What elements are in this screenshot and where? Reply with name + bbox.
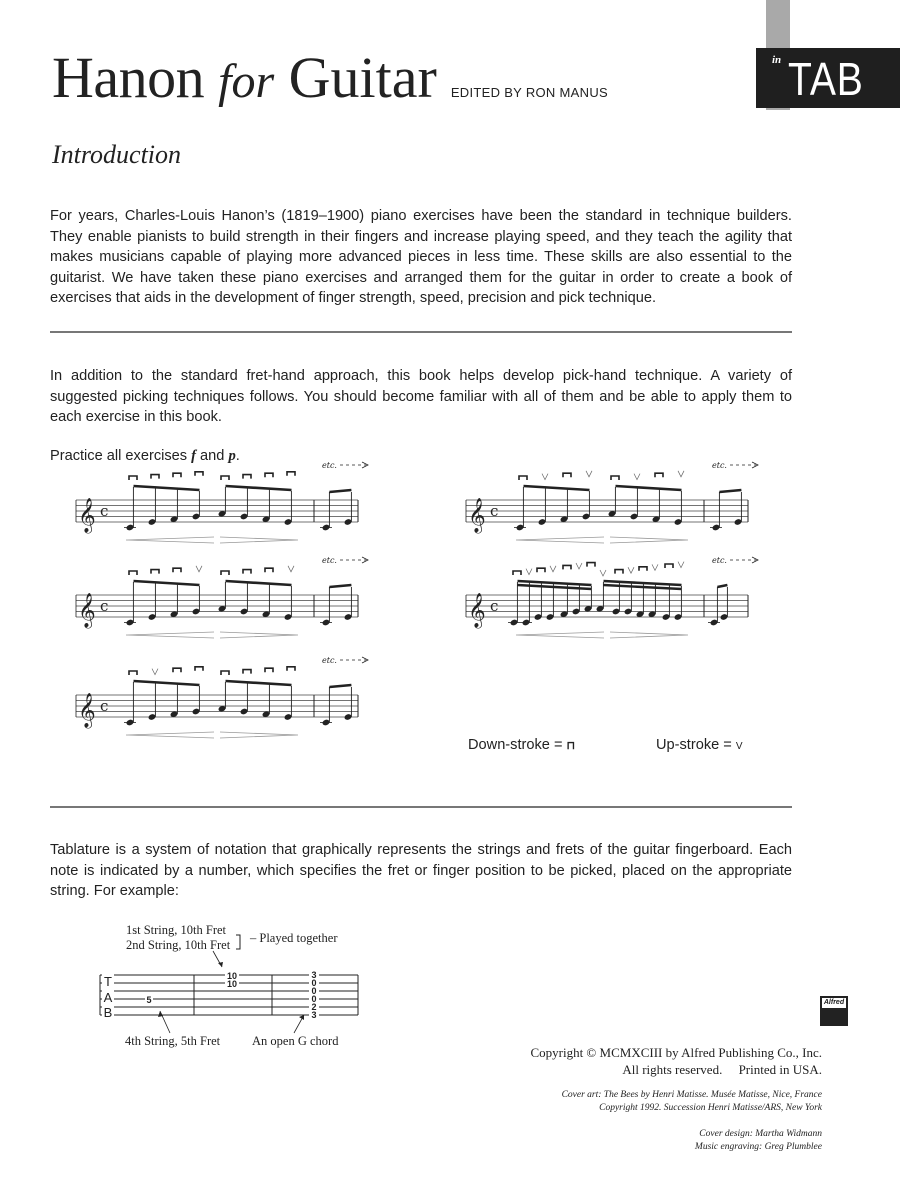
open-g-fret: 0 bbox=[311, 994, 317, 1004]
page-title bbox=[52, 44, 608, 111]
down-stroke-icon bbox=[287, 667, 295, 671]
down-stroke-icon bbox=[221, 571, 229, 575]
annotation-1st-string: 1st String, 10th Fret bbox=[126, 923, 227, 937]
practice-prefix: Practice all exercises bbox=[50, 448, 192, 464]
decrescendo-hairpin bbox=[610, 632, 688, 638]
down-stroke-icon bbox=[129, 671, 137, 675]
up-stroke-icon bbox=[196, 566, 202, 572]
legend-up-label: Up-stroke = bbox=[656, 737, 736, 753]
paragraph-line: For years, Charles-Louis Hanon’s (1819–1900) piano exercises have been the standard in technique builders. bbox=[50, 208, 792, 224]
up-stroke-icon bbox=[678, 562, 684, 568]
beam bbox=[329, 490, 351, 492]
paragraph-line: guitarist. We have taken these piano exercises and arranged them for the guitar in order to create a book of bbox=[50, 269, 792, 286]
up-stroke-icon bbox=[288, 566, 294, 572]
open-g-fret: 3 bbox=[311, 1010, 317, 1020]
crescendo-hairpin bbox=[516, 537, 604, 543]
up-stroke-icon bbox=[152, 669, 158, 675]
annotation-played-together: – Played together bbox=[250, 931, 338, 945]
beam bbox=[717, 585, 727, 587]
crescendo-hairpin bbox=[126, 537, 214, 543]
crescendo-hairpin bbox=[126, 632, 214, 638]
beam bbox=[616, 486, 682, 490]
up-stroke-icon bbox=[600, 570, 606, 576]
picking-example bbox=[76, 556, 368, 638]
paragraph-line: suggested picking techniques follows. You should become familiar with all of them and be able to apply them to bbox=[50, 388, 792, 405]
down-stroke-icon bbox=[287, 472, 295, 476]
paragraph-line: In addition to the standard fret-hand approach, this book helps develop pick-hand technique. A variety of bbox=[50, 368, 792, 384]
down-stroke-icon bbox=[665, 564, 673, 568]
crescendo-hairpin bbox=[516, 632, 604, 638]
open-g-chord bbox=[311, 970, 316, 1020]
tab-fret-5: 5 bbox=[146, 995, 152, 1005]
common-time-icon: c bbox=[100, 597, 109, 615]
etc-label: etc. bbox=[712, 461, 727, 470]
treble-clef-icon: 𝄞 bbox=[468, 593, 486, 628]
title-hanon: Hanon bbox=[52, 45, 219, 110]
practice-and: and bbox=[196, 448, 229, 464]
down-stroke-icon bbox=[173, 473, 181, 477]
dynamic-piano: p bbox=[228, 448, 236, 464]
paragraph-line: string. For example: bbox=[50, 883, 179, 899]
rights-line: All rights reserved. Printed in USA. bbox=[622, 1062, 822, 1077]
beam bbox=[329, 585, 351, 587]
beam bbox=[226, 486, 292, 490]
tab-letter-b: B bbox=[103, 1005, 113, 1020]
down-stroke-icon bbox=[173, 568, 181, 572]
beam bbox=[134, 581, 200, 585]
tab-fret-10-string2: 10 bbox=[226, 979, 238, 989]
dynamic-forte: f bbox=[191, 448, 196, 464]
common-time-icon: c bbox=[490, 597, 499, 615]
beam bbox=[134, 486, 200, 490]
down-stroke-icon bbox=[195, 667, 203, 671]
paragraph-line: note is indicated by a number, which specifies the fret or finger position to be picked, placed on the appropriate bbox=[50, 862, 792, 879]
down-stroke-icon bbox=[265, 473, 273, 477]
down-stroke-icon bbox=[615, 570, 623, 574]
down-stroke-icon bbox=[265, 568, 273, 572]
arrowhead bbox=[158, 1011, 163, 1017]
tab-fret-10-string1: 10 bbox=[226, 971, 238, 981]
alfred-logo-text: Alfred bbox=[823, 999, 845, 1006]
design-credit bbox=[695, 1128, 822, 1153]
practice-instruction bbox=[50, 448, 240, 465]
beam bbox=[524, 486, 590, 490]
up-stroke-icon bbox=[542, 474, 548, 480]
etc-label: etc. bbox=[712, 556, 727, 565]
up-stroke-icon bbox=[586, 471, 592, 477]
down-stroke-icon bbox=[563, 565, 571, 569]
legend-down-label: Down-stroke = bbox=[468, 737, 567, 753]
open-g-fret: 0 bbox=[311, 978, 317, 988]
picking-paragraph bbox=[50, 366, 792, 428]
down-stroke-icon bbox=[519, 476, 527, 480]
legend-up-stroke bbox=[656, 737, 743, 753]
annotation-4th-string: 4th String, 5th Fret bbox=[125, 1034, 221, 1048]
picking-example bbox=[76, 461, 368, 543]
up-stroke-icon bbox=[652, 564, 658, 570]
etc-label: etc. bbox=[322, 556, 337, 565]
crescendo-hairpin bbox=[126, 732, 214, 738]
cover-design-line: Cover design: Martha Widmann bbox=[699, 1129, 822, 1139]
down-stroke-icon bbox=[513, 571, 521, 575]
divider bbox=[50, 331, 792, 333]
tablature-paragraph bbox=[50, 840, 792, 902]
up-stroke-icon bbox=[526, 569, 532, 575]
cover-art-credit bbox=[562, 1089, 822, 1114]
treble-clef-icon: 𝄞 bbox=[78, 593, 96, 628]
down-stroke-icon bbox=[639, 567, 647, 571]
beam bbox=[329, 685, 351, 687]
tab-badge-label: TAB bbox=[788, 53, 864, 105]
edited-by: EDITED BY RON MANUS bbox=[450, 85, 608, 100]
decrescendo-hairpin bbox=[220, 537, 298, 543]
paragraph-line: makes musicians capable of playing more advanced pieces in less time. These skills are also essential to the bbox=[50, 249, 792, 265]
down-stroke-icon bbox=[243, 670, 251, 674]
up-stroke-icon bbox=[678, 471, 684, 477]
intro-paragraph bbox=[50, 206, 792, 309]
beam bbox=[226, 681, 292, 685]
open-g-fret: 3 bbox=[311, 970, 317, 980]
paragraph-line: exercises that aids in the development of finger strength, speed, precision and pick technique. bbox=[50, 290, 657, 306]
decrescendo-hairpin bbox=[610, 537, 688, 543]
beam bbox=[226, 581, 292, 585]
beam bbox=[719, 490, 741, 492]
arrowhead bbox=[218, 962, 223, 967]
paragraph-line: They enable pianists to build strength in their fingers and increase playing speed, and they teach the agility that bbox=[50, 228, 792, 245]
down-stroke-icon bbox=[151, 570, 159, 574]
alfred-logo bbox=[820, 996, 848, 1026]
alfred-logo-mark bbox=[822, 1008, 846, 1024]
title-for: for bbox=[218, 55, 275, 108]
picking-example bbox=[76, 656, 368, 738]
divider bbox=[50, 806, 792, 808]
open-g-fret: 0 bbox=[311, 986, 317, 996]
down-stroke-icon bbox=[221, 671, 229, 675]
down-stroke-icon bbox=[195, 472, 203, 476]
played-together-bracket bbox=[236, 935, 240, 949]
picking-example bbox=[466, 461, 758, 543]
section-heading: Introduction bbox=[52, 140, 182, 169]
common-time-icon: c bbox=[100, 502, 109, 520]
down-stroke-icon bbox=[129, 476, 137, 480]
picking-examples bbox=[0, 461, 900, 790]
down-stroke-icon bbox=[655, 473, 663, 477]
treble-clef-icon: 𝄞 bbox=[468, 498, 486, 533]
down-stroke-icon bbox=[243, 570, 251, 574]
music-engraving-line: Music engraving: Greg Plumblee bbox=[694, 1141, 822, 1152]
paragraph-line: Tablature is a system of notation that graphically represents the strings and frets of the guitar fingerboard. Each bbox=[50, 842, 792, 858]
title-guitar: Guitar bbox=[274, 45, 437, 110]
down-stroke-icon bbox=[243, 475, 251, 479]
picking-example bbox=[466, 556, 758, 638]
down-stroke-icon bbox=[265, 668, 273, 672]
down-stroke-icon bbox=[587, 563, 595, 567]
down-stroke-icon bbox=[129, 571, 137, 575]
tab-badge-in: in bbox=[772, 54, 782, 66]
tab-letter-t: T bbox=[104, 974, 112, 989]
practice-suffix: . bbox=[235, 448, 240, 464]
etc-label: etc. bbox=[322, 656, 337, 665]
annotation-2nd-string: 2nd String, 10th Fret bbox=[126, 938, 231, 952]
down-stroke-icon bbox=[611, 476, 619, 480]
up-stroke-icon bbox=[550, 566, 556, 572]
treble-clef-icon: 𝄞 bbox=[78, 693, 96, 728]
up-stroke-icon bbox=[628, 567, 634, 573]
treble-clef-icon: 𝄞 bbox=[78, 498, 96, 533]
down-stroke-icon bbox=[563, 473, 571, 477]
etc-label: etc. bbox=[322, 461, 337, 470]
decrescendo-hairpin bbox=[220, 632, 298, 638]
tab-letter-a: A bbox=[103, 990, 113, 1005]
cover-art-line: Cover art: The Bees by Henri Matisse. Musée Matisse, Nice, France bbox=[561, 1090, 822, 1100]
down-stroke-icon bbox=[537, 568, 545, 572]
copyright-line: Copyright © MCMXCIII by Alfred Publishing Co., Inc. bbox=[530, 1045, 822, 1060]
annotation-open-g: An open G chord bbox=[252, 1034, 339, 1048]
common-time-icon: c bbox=[490, 502, 499, 520]
beam bbox=[134, 681, 200, 685]
up-stroke-icon: V bbox=[735, 741, 743, 752]
decrescendo-hairpin bbox=[220, 732, 298, 738]
down-stroke-icon bbox=[173, 668, 181, 672]
common-time-icon: c bbox=[100, 697, 109, 715]
up-stroke-icon bbox=[634, 474, 640, 480]
down-stroke-icon bbox=[221, 476, 229, 480]
down-stroke-icon bbox=[151, 475, 159, 479]
down-stroke-icon: ⊓ bbox=[566, 740, 576, 752]
up-stroke-icon bbox=[576, 563, 582, 569]
tablature-example bbox=[0, 915, 900, 1035]
cover-art-line: Copyright 1992. Succession Henri Matisse/ARS, New York bbox=[599, 1102, 822, 1113]
open-g-fret: 2 bbox=[311, 1002, 317, 1012]
legend-down-stroke bbox=[468, 737, 575, 753]
paragraph-line: each exercise in this book. bbox=[50, 409, 222, 425]
